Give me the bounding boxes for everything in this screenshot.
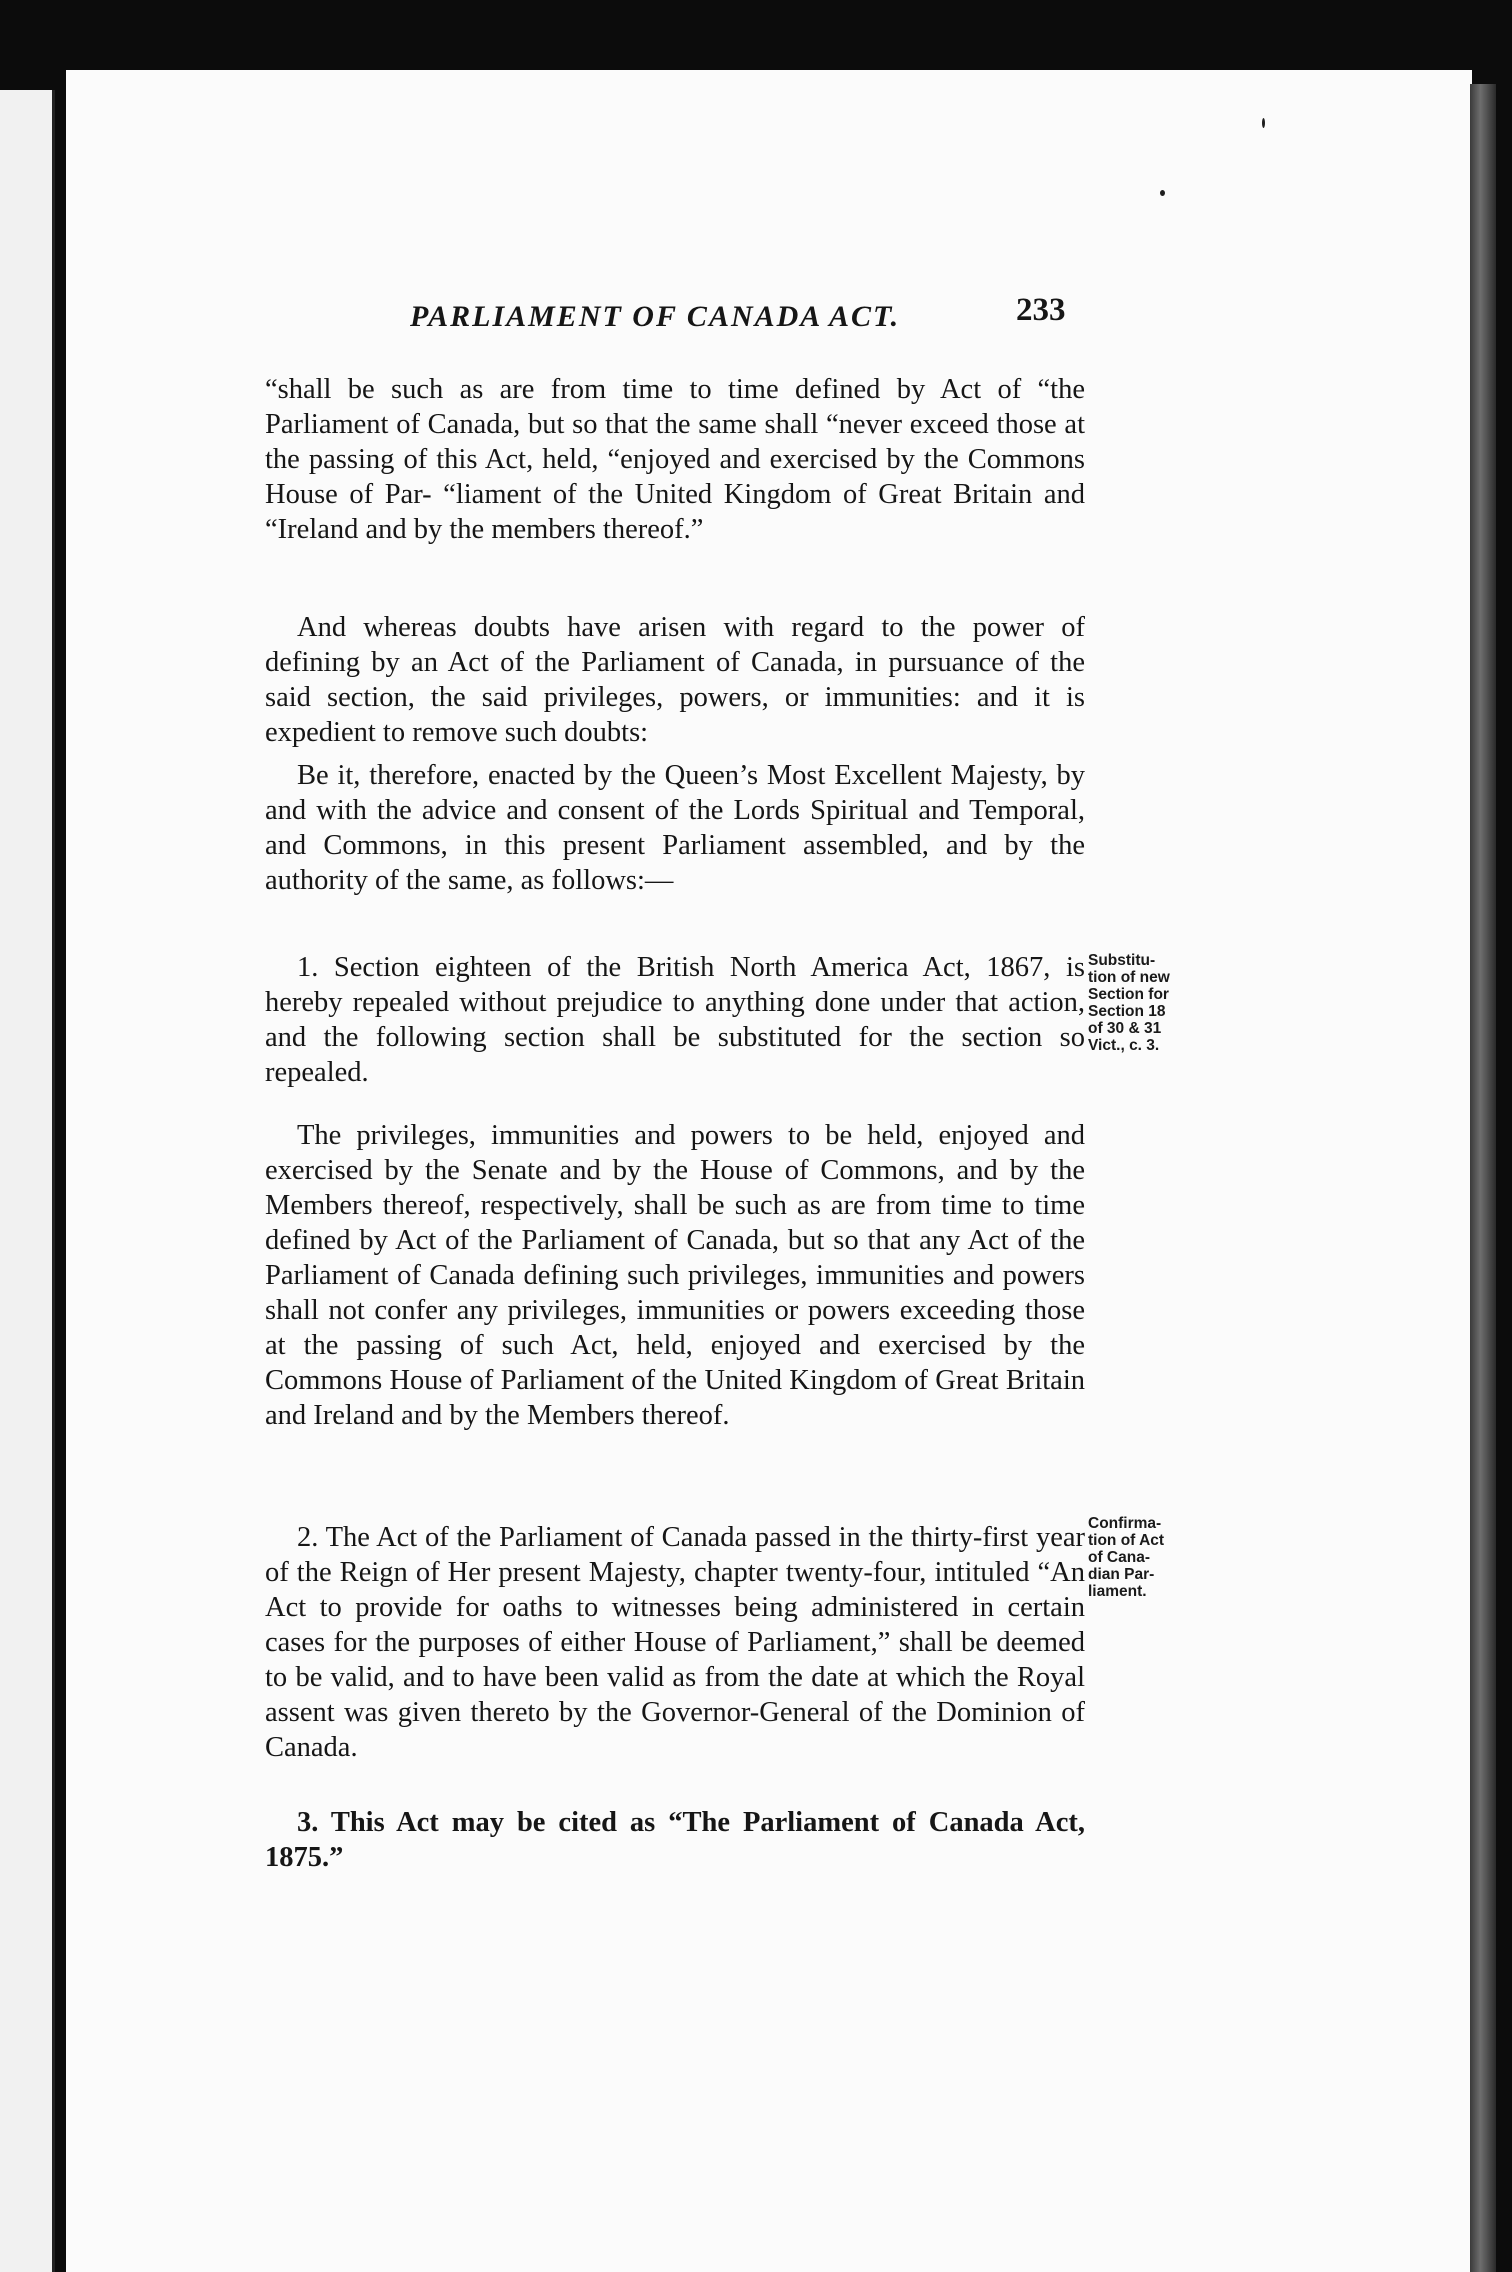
paragraph-whereas: And whereas doubts have arisen with regard to the power of defining by an Act of the Parliament of Canada, in pursuance of the said section, the said privileges, powers, or immunities: and it is expedient to remove such doubts: [265, 612, 1085, 748]
margin-note-line: Substitu- [1088, 952, 1156, 969]
paragraph-section-2: 2. The Act of the Parliament of Canada passed in the thirty-first year of the Reign of Her present Majesty, chapter twenty-four, intituled “An Act to provide for oaths to witnesses being administered in certain cases for the purposes of either House of Parliament,” shall be deemed to be valid, and to have been valid as from the date at which the Royal assent was given thereto by the Governor-General of the Dominion of Canada. [265, 1522, 1085, 1763]
ink-speck [1160, 190, 1165, 196]
running-head: PARLIAMENT OF CANADA ACT. [410, 300, 901, 333]
margin-note-line: of 30 & 31 [1088, 1020, 1162, 1037]
paragraph-section-3: 3. This Act may be cited as “The Parliament of Canada Act, 1875.” [265, 1807, 1085, 1873]
margin-note-section-1 [1088, 952, 1238, 1054]
margin-note-line: dian Par- [1088, 1566, 1155, 1583]
margin-note-line: tion of new [1088, 969, 1170, 986]
margin-note-section-2 [1088, 1515, 1238, 1600]
margin-note-line: Section for [1088, 986, 1169, 1003]
margin-note-line: liament. [1088, 1583, 1147, 1600]
margin-note-line: Confirma- [1088, 1515, 1162, 1532]
page-number: 233 [1016, 292, 1066, 328]
margin-note-line: of Cana- [1088, 1549, 1150, 1566]
paragraph-enactment: Be it, therefore, enacted by the Queen’s Most Excellent Majesty, by and with the advice and consent of the Lords Spiritual and Temporal, and Commons, in this present Parliament assembled, and by the authority of the same, as follows:— [265, 760, 1085, 896]
paragraph-section-1: 1. Section eighteen of the British North America Act, 1867, is hereby repealed without prejudice to anything done under that action, and the following section shall be substituted for the section so repealed. [265, 952, 1085, 1088]
paragraph-substituted-section: The privileges, immunities and powers to be held, enjoyed and exercised by the Senate and by the House of Commons, and by the Members thereof, respectively, shall be such as are from time to time defined by Act of the Parliament of Canada, but so that any Act of the Parliament of Canada defining such privileges, immunities and powers shall not confer any privileges, immunities or powers exceeding those at the passing of such Act, held, enjoyed and exercised by the Commons House of Parliament of the United Kingdom of Great Britain and Ireland and by the Members thereof. [265, 1120, 1085, 1431]
ink-speck [1262, 118, 1265, 128]
margin-note-line: tion of Act [1088, 1532, 1165, 1549]
margin-note-line: Section 18 [1088, 1003, 1166, 1020]
paragraph-quoted-section: “shall be such as are from time to time defined by Act of “the Parliament of Canada, but so that the same shall “never exceed those at the passing of this Act, held, “enjoyed and exercised by the Commons House of Par- “liament of the United Kingdom of Great Britain and “Ireland and by the members thereof.” [265, 374, 1085, 545]
margin-note-line: Vict., c. 3. [1088, 1037, 1160, 1054]
